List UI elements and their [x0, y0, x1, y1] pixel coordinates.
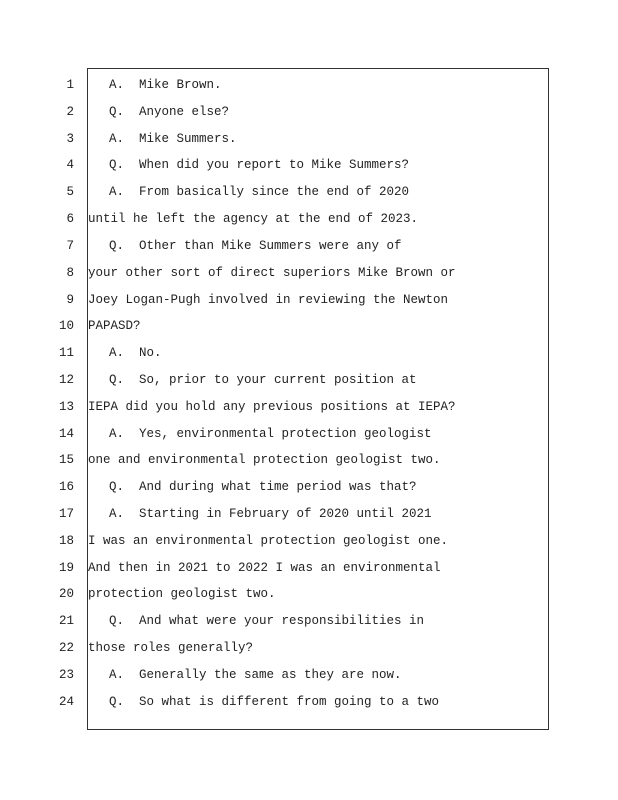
line-text: A. Yes, environmental protection geologist: [109, 427, 432, 441]
line-number: 24: [58, 695, 74, 709]
transcript-line: [0, 638, 618, 658]
line-text: Q. So what is different from going to a two: [109, 695, 440, 709]
transcript-line: [0, 370, 618, 390]
line-text: A. Starting in February of 2020 until 2021: [109, 507, 432, 521]
line-text: Q. Anyone else?: [109, 105, 230, 119]
line-number: 10: [58, 319, 74, 333]
transcript-line: [0, 129, 618, 149]
transcript-line: [0, 209, 618, 229]
transcript-line: [0, 155, 618, 175]
line-text: your other sort of direct superiors Mike Brown or: [88, 266, 456, 280]
transcript-line: [0, 692, 618, 712]
line-text: Q. Other than Mike Summers were any of: [109, 239, 402, 253]
line-text: Q. And what were your responsibilities in: [109, 614, 425, 628]
line-number: 21: [58, 614, 74, 628]
transcript-line: [0, 584, 618, 604]
line-number: 14: [58, 427, 74, 441]
transcript-line: [0, 424, 618, 444]
line-number: 11: [58, 346, 74, 360]
transcript-line: [0, 450, 618, 470]
line-text: protection geologist two.: [88, 587, 276, 601]
line-number: 12: [58, 373, 74, 387]
line-text: I was an environmental protection geologist one.: [88, 534, 449, 548]
line-text: until he left the agency at the end of 2023.: [88, 212, 419, 226]
line-number: 20: [58, 587, 74, 601]
transcript-line: [0, 182, 618, 202]
line-number: 18: [58, 534, 74, 548]
transcript-line: [0, 611, 618, 631]
transcript-line: [0, 477, 618, 497]
line-text: A. No.: [109, 346, 162, 360]
line-number: 3: [66, 132, 74, 146]
transcript-line: [0, 290, 618, 310]
line-number: 5: [66, 185, 74, 199]
line-text: A. Generally the same as they are now.: [109, 668, 402, 682]
transcript-line: [0, 343, 618, 363]
line-text: A. Mike Brown.: [109, 78, 222, 92]
transcript-line: [0, 263, 618, 283]
transcript-line: [0, 665, 618, 685]
line-text: those roles generally?: [88, 641, 254, 655]
line-text: IEPA did you hold any previous positions at IEPA?: [88, 400, 456, 414]
transcript-line: [0, 102, 618, 122]
line-number: 8: [66, 266, 74, 280]
transcript-line: [0, 558, 618, 578]
line-text: Q. When did you report to Mike Summers?: [109, 158, 410, 172]
line-number: 16: [58, 480, 74, 494]
line-text: one and environmental protection geologist two.: [88, 453, 441, 467]
transcript-line: [0, 397, 618, 417]
transcript-line: [0, 531, 618, 551]
transcript-line: [0, 504, 618, 524]
line-number: 23: [58, 668, 74, 682]
line-number: 13: [58, 400, 74, 414]
line-text: Q. So, prior to your current position at: [109, 373, 417, 387]
line-number: 2: [66, 105, 74, 119]
line-text: A. Mike Summers.: [109, 132, 237, 146]
transcript-line: [0, 75, 618, 95]
line-text: Joey Logan-Pugh involved in reviewing the Newton: [88, 293, 449, 307]
transcript-line: [0, 316, 618, 336]
line-number: 17: [58, 507, 74, 521]
line-number: 7: [66, 239, 74, 253]
transcript-line: [0, 236, 618, 256]
line-number: 1: [66, 78, 74, 92]
line-text: Q. And during what time period was that?: [109, 480, 417, 494]
line-number: 22: [58, 641, 74, 655]
line-number: 9: [66, 293, 74, 307]
line-text: And then in 2021 to 2022 I was an environmental: [88, 561, 441, 575]
line-number: 15: [58, 453, 74, 467]
line-number: 19: [58, 561, 74, 575]
line-text: PAPASD?: [88, 319, 141, 333]
line-number: 4: [66, 158, 74, 172]
line-text: A. From basically since the end of 2020: [109, 185, 410, 199]
line-number: 6: [66, 212, 74, 226]
